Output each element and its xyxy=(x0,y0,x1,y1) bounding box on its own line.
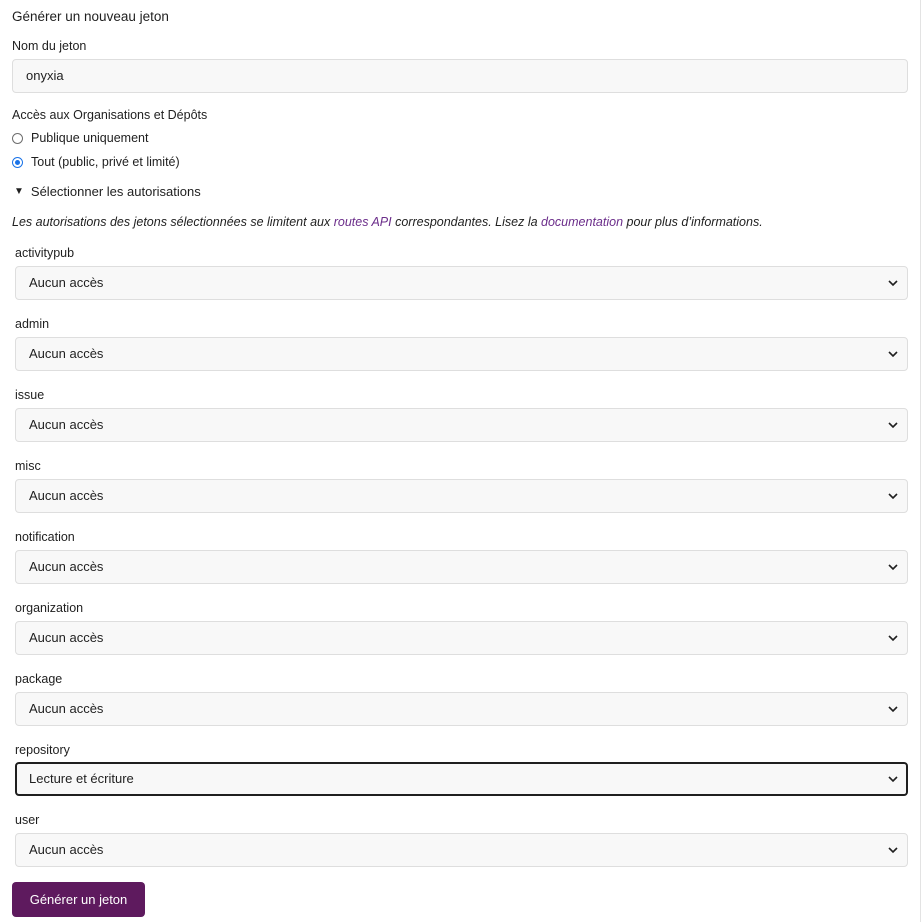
chevron-down-icon xyxy=(888,846,898,854)
caret-down-icon: ▼ xyxy=(14,186,24,197)
scope-select-activitypub[interactable] xyxy=(15,266,908,300)
scope-label-notification: notification xyxy=(15,530,75,544)
scope-label-user: user xyxy=(15,813,40,827)
scope-select-admin[interactable] xyxy=(15,337,908,371)
api-routes-link[interactable]: routes API xyxy=(333,215,392,229)
chevron-down-icon xyxy=(888,492,898,500)
chevron-down-icon xyxy=(888,775,898,783)
scope-select-misc[interactable] xyxy=(15,479,908,513)
scope-select-repository[interactable] xyxy=(15,762,908,796)
scope-select-value: Aucun accès xyxy=(29,417,104,432)
permissions-help-text xyxy=(12,215,763,229)
radio-all[interactable] xyxy=(12,155,180,169)
scope-select-organization[interactable] xyxy=(15,621,908,655)
chevron-down-icon xyxy=(888,634,898,642)
form-title: Générer un nouveau jeton xyxy=(12,9,169,24)
scope-label-repository: repository xyxy=(15,743,70,757)
scope-select-value: Aucun accès xyxy=(29,559,104,574)
scope-select-value: Aucun accès xyxy=(29,701,104,716)
radio-public-only-control[interactable] xyxy=(12,133,23,144)
radio-all-label: Tout (public, privé et limité) xyxy=(31,155,180,169)
access-label: Accès aux Organisations et Dépôts xyxy=(12,108,208,122)
scope-select-value: Aucun accès xyxy=(29,630,104,645)
permissions-summary-label: Sélectionner les autorisations xyxy=(30,184,201,199)
radio-public-only-label: Publique uniquement xyxy=(31,131,149,145)
chevron-down-icon xyxy=(888,421,898,429)
radio-all-control[interactable] xyxy=(12,157,23,168)
help-text-before: Les autorisations des jetons sélectionnées se limitent aux xyxy=(12,215,334,229)
scope-select-user[interactable] xyxy=(15,833,908,867)
documentation-link[interactable]: documentation xyxy=(541,215,624,229)
generate-token-button[interactable]: Générer un jeton xyxy=(12,882,145,917)
scope-label-admin: admin xyxy=(15,317,50,331)
help-text-middle: correspondantes. Lisez la xyxy=(391,215,542,229)
token-name-input[interactable]: onyxia xyxy=(12,59,908,93)
chevron-down-icon xyxy=(888,705,898,713)
scope-select-value: Aucun accès xyxy=(29,842,104,857)
help-text-after: pour plus d’informations. xyxy=(623,215,763,229)
chevron-down-icon xyxy=(888,279,898,287)
scope-select-value: Aucun accès xyxy=(29,275,104,290)
panel-border xyxy=(920,0,921,922)
scope-label-organization: organization xyxy=(15,601,84,615)
scope-select-notification[interactable] xyxy=(15,550,908,584)
radio-public-only[interactable] xyxy=(12,131,148,145)
scope-select-issue[interactable] xyxy=(15,408,908,442)
scope-label-issue: issue xyxy=(15,388,45,402)
scope-label-activitypub: activitypub xyxy=(15,246,75,260)
scope-label-package: package xyxy=(15,672,63,686)
scope-select-package[interactable] xyxy=(15,692,908,726)
token-name-label: Nom du jeton xyxy=(12,39,87,53)
chevron-down-icon xyxy=(888,350,898,358)
scope-select-value: Aucun accès xyxy=(29,346,104,361)
scope-select-value: Lecture et écriture xyxy=(29,771,134,786)
scope-label-misc: misc xyxy=(15,459,41,473)
permissions-summary[interactable] xyxy=(14,184,201,199)
scope-select-value: Aucun accès xyxy=(29,488,104,503)
chevron-down-icon xyxy=(888,563,898,571)
